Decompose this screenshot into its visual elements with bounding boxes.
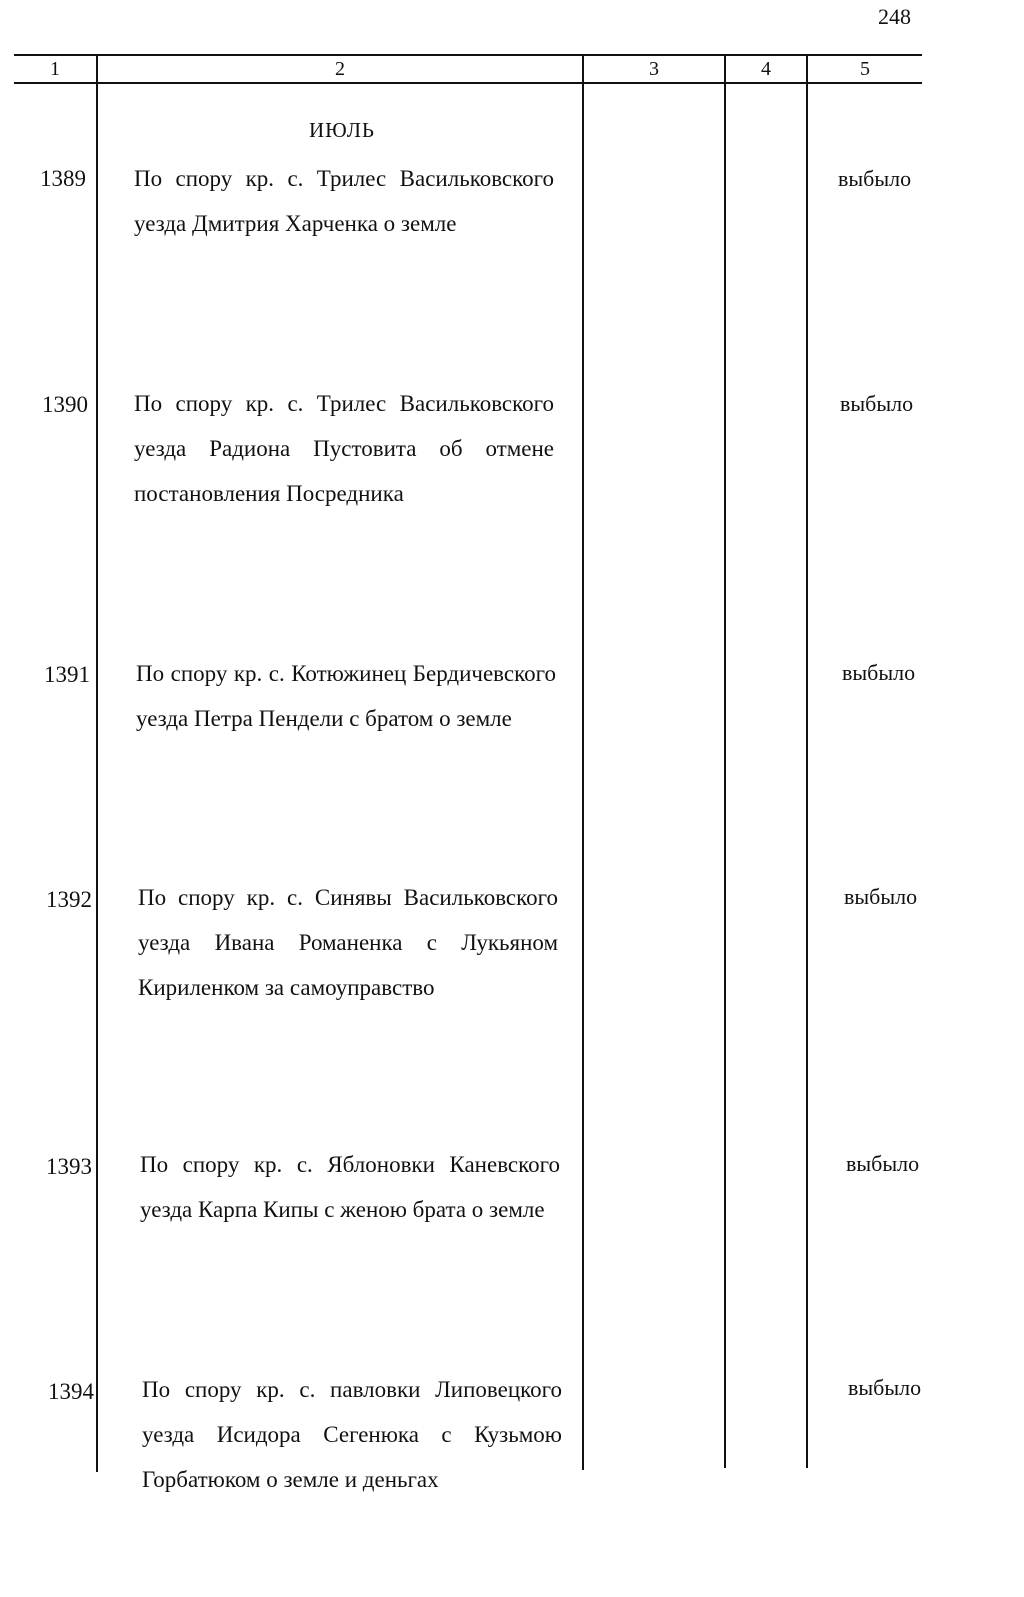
entry-status: выбыло	[840, 391, 914, 416]
column-divider-4	[806, 54, 808, 1468]
entry-description: По спору кр. с. Котюжинец Бердичевского уезда Петра Пендели с братом о земле	[136, 661, 556, 731]
column-header-4: 4	[761, 58, 771, 80]
column-divider-1	[96, 54, 98, 1472]
entry-status: выбыло	[848, 1375, 922, 1400]
column-divider-3	[724, 54, 726, 1468]
entry-number: 1391	[44, 662, 90, 687]
column-header-3: 3	[649, 58, 659, 80]
month-heading: ИЮЛЬ	[308, 118, 375, 142]
entry-description: По спору кр. с. павловки Липовецкого уезда Исидора Сегенюка с Кузьмою Горбатюком о земле и деньгах	[142, 1377, 562, 1492]
column-header-5: 5	[860, 58, 870, 80]
column-divider-2	[582, 54, 584, 1470]
entry-status: выбыло	[838, 166, 912, 191]
column-header-1: 1	[50, 58, 60, 80]
entry-description: По спору кр. с. Яблоновки Каневского уезда Карпа Кипы с женою брата о земле	[140, 1152, 560, 1222]
entry-status: выбыло	[842, 660, 916, 685]
page-number: 248	[878, 4, 911, 29]
entry-number: 1393	[46, 1154, 92, 1179]
table-top-rule	[14, 54, 922, 56]
entry-number: 1390	[42, 392, 88, 417]
entry-number: 1392	[46, 887, 92, 912]
entry-status: выбыло	[846, 1151, 920, 1176]
entry-description: По спору кр. с. Трилес Васильковского уезда Радиона Пустовита об отмене постановления Посредника	[134, 391, 554, 506]
entry-number: 1389	[40, 166, 86, 191]
entry-description: По спору кр. с. Трилес Васильковского уезда Дмитрия Харченка о земле	[134, 166, 554, 236]
column-header-2: 2	[335, 58, 345, 80]
entry-description: По спору кр. с. Синявы Васильковского уезда Ивана Романенка с Лукьяном Кириленком за самоуправство	[138, 885, 558, 1000]
header-bottom-rule	[14, 82, 922, 84]
entry-status: выбыло	[844, 884, 918, 909]
entry-number: 1394	[48, 1379, 94, 1404]
